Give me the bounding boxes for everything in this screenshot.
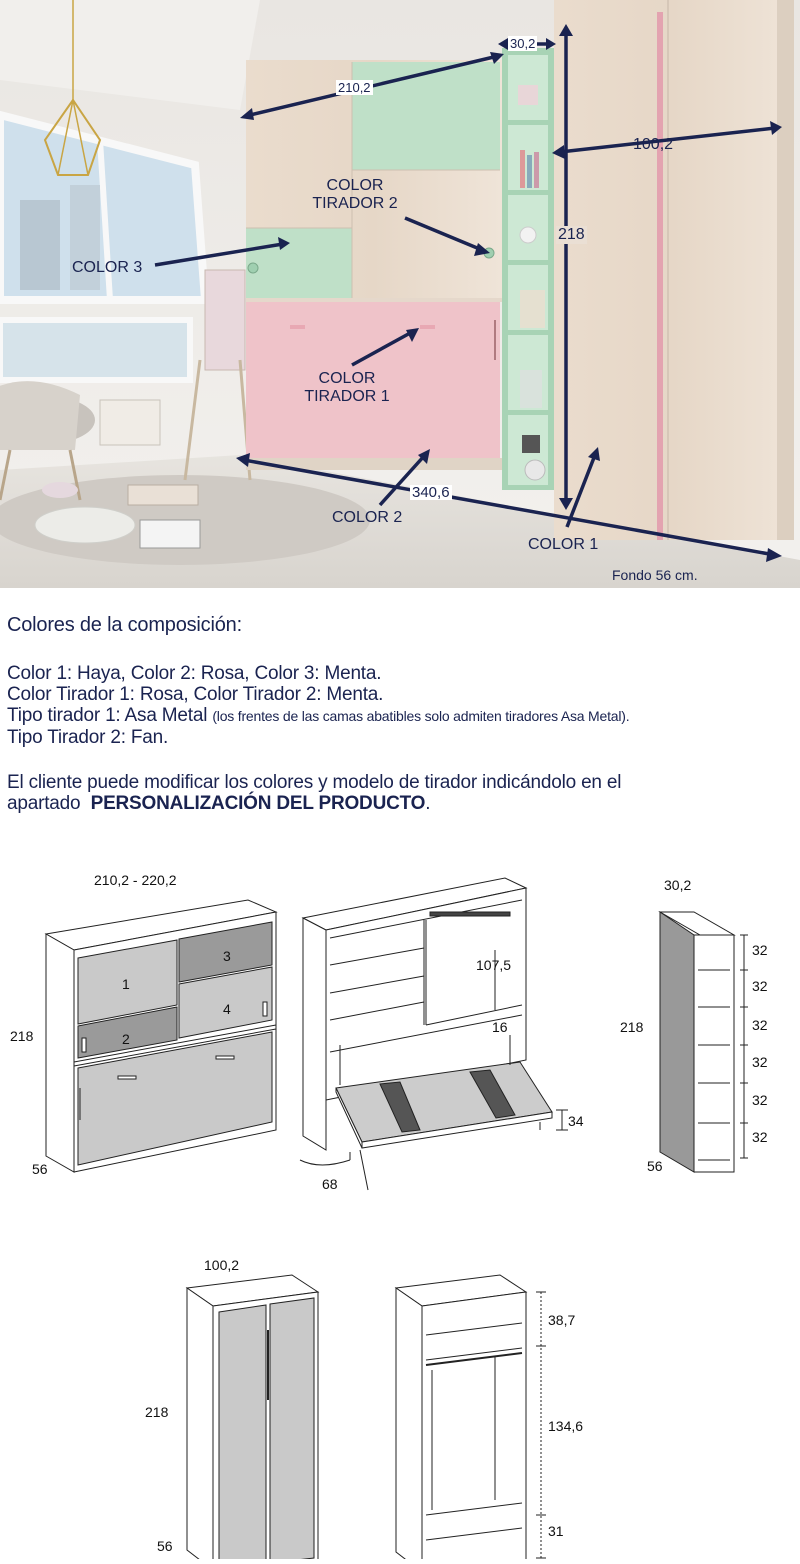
callout-color3: COLOR 3 (72, 259, 143, 276)
customize-pre: apartado (7, 793, 81, 814)
heading-text: Colores de la composición (7, 614, 237, 636)
column-shelf-6: 32 (752, 1129, 768, 1145)
room-illustration (0, 0, 800, 588)
depth-note: Fondo 56 cm. (612, 567, 698, 583)
handle-colors-line: Color Tirador 1: Rosa, Color Tirador 2: Menta. (7, 684, 384, 705)
column-shelf-3: 32 (752, 1017, 768, 1033)
bed-height-open-label: 34 (568, 1113, 584, 1129)
dim-top-width: 210,2 (338, 80, 371, 95)
wardrobe-depth-label: 56 (157, 1538, 173, 1554)
bed-depth-label: 56 (32, 1161, 48, 1177)
description (7, 614, 793, 814)
wardrobe (554, 0, 794, 540)
bed-open-drawing (300, 878, 568, 1190)
panel-1-label: 1 (122, 976, 130, 992)
column-height-label: 218 (620, 1019, 644, 1035)
callout-tirador2-line2: TIRADOR 2 (312, 195, 398, 212)
handle-type1-note: (los frentes de las camas abatibles solo admiten tiradores Asa Metal). (212, 708, 630, 724)
wardrobe-top-label: 38,7 (548, 1312, 576, 1328)
column-width-label: 30,2 (664, 877, 692, 893)
technical-lines (0, 860, 800, 1559)
column-shelf-2: 32 (752, 978, 768, 994)
column-shelf-1: 32 (752, 942, 768, 958)
wardrobe-closed-drawing (187, 1275, 318, 1559)
callout-color2: COLOR 2 (332, 509, 403, 526)
callout-tirador1-line1: COLOR (318, 370, 376, 387)
bed-unit (246, 60, 502, 470)
inner-height-label: 107,5 (476, 957, 512, 973)
wardrobe-height-label: 218 (145, 1404, 169, 1420)
colors-line: Color 1: Haya, Color 2: Rosa, Color 3: Menta. (7, 663, 382, 684)
dim-column-width: 30,2 (510, 36, 536, 51)
callout-tirador1-line2: TIRADOR 1 (304, 388, 390, 405)
panel-4-label: 4 (223, 1001, 231, 1017)
column-drawing (660, 912, 748, 1172)
callout-tirador2-line1: COLOR (326, 177, 384, 194)
bed-height-label: 218 (10, 1028, 34, 1044)
handle-type1-line (7, 705, 793, 727)
section-heading (7, 614, 793, 637)
bed-width-label: 210,2 - 220,2 (94, 872, 177, 888)
inner-small-label: 16 (492, 1019, 508, 1035)
bed-open-label: 68 (322, 1176, 338, 1192)
customize-section-name: PERSONALIZACIÓN DEL PRODUCTO (90, 793, 426, 814)
customize-post: . (425, 793, 431, 814)
wardrobe-bottom-label: 31 (548, 1523, 564, 1539)
wardrobe-open-drawing (396, 1275, 546, 1559)
wardrobe-mid-label: 134,6 (548, 1418, 584, 1434)
wardrobe-width-label: 100,2 (204, 1257, 240, 1273)
dim-total-width: 340,6 (412, 484, 450, 501)
column-depth-label: 56 (647, 1158, 663, 1174)
column-shelf-5: 32 (752, 1092, 768, 1108)
customize-line-2 (7, 793, 793, 814)
product-photo (0, 0, 800, 588)
column-shelf (502, 48, 554, 490)
handle-type1-text: Tipo tirador 1: Asa Metal (7, 705, 208, 726)
heading-colon: : (236, 614, 242, 636)
dim-height: 218 (558, 226, 585, 243)
handle-type2-line: Tipo Tirador 2: Fan. (7, 727, 169, 748)
column-shelf-4: 32 (752, 1054, 768, 1070)
callout-color1: COLOR 1 (528, 536, 599, 553)
panel-2-label: 2 (122, 1031, 130, 1047)
bed-unit-drawing (46, 900, 276, 1172)
callout-tirador1 (297, 370, 397, 406)
customize-line-1: El cliente puede modificar los colores y modelo de tirador indicándolo en el (7, 772, 622, 793)
panel-3-label: 3 (223, 948, 231, 964)
callout-tirador2 (305, 177, 405, 213)
dim-wardrobe-width: 100,2 (633, 136, 674, 153)
technical-drawings (0, 860, 800, 1559)
